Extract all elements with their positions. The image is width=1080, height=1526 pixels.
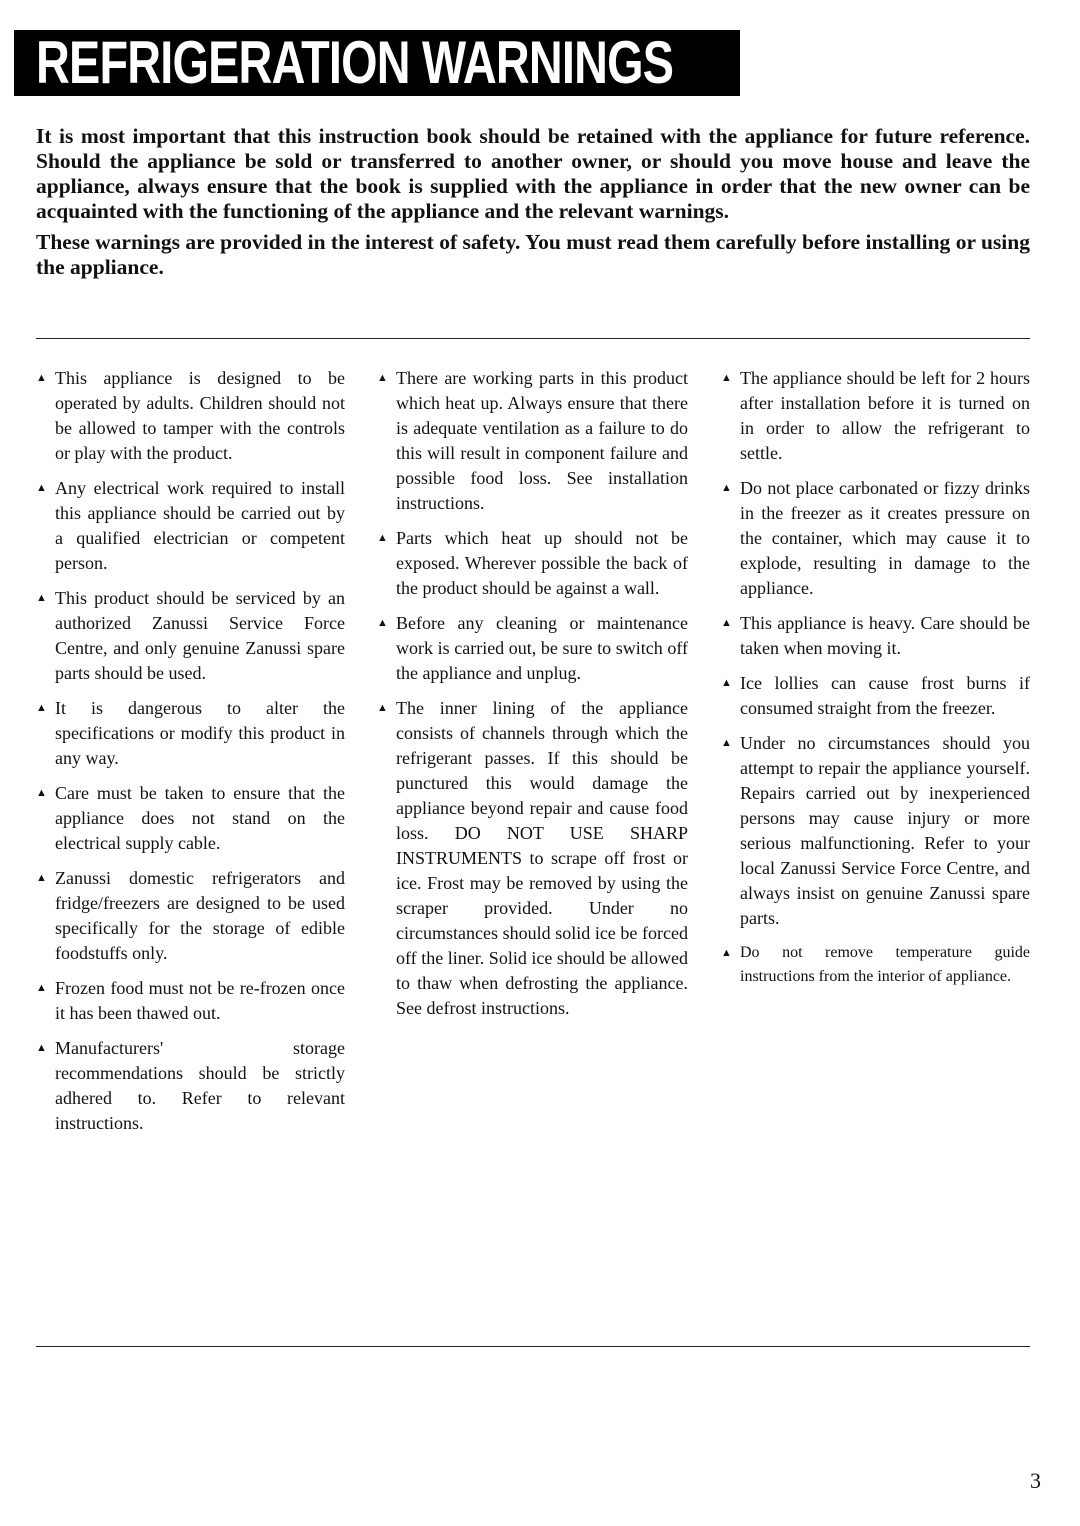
page-title-text: REFRIGERATION WARNINGS <box>36 29 674 96</box>
warning-item <box>721 731 1030 931</box>
triangle-bullet-icon: ▲ <box>36 872 47 884</box>
triangle-bullet-icon: ▲ <box>377 617 388 629</box>
warning-item <box>36 866 345 966</box>
bottom-divider <box>36 1346 1030 1347</box>
warning-text: Zanussi domestic refrigerators and fridge/freezers are designed to be used specifically for the storage of edible foodstuffs only. <box>55 868 345 963</box>
triangle-bullet-icon: ▲ <box>36 787 47 799</box>
warning-item <box>377 526 688 601</box>
warning-text: This product should be serviced by an authorized Zanussi Service Force Centre, and only genuine Zanussi spare parts should be used. <box>55 588 345 683</box>
triangle-bullet-icon: ▲ <box>36 482 47 494</box>
page-number: 3 <box>1030 1468 1041 1493</box>
warning-text: There are working parts in this product which heat up. Always ensure that there is adequate ventilation as a failure to do this will result in component failure and possible food loss. See installation instructions. <box>396 368 688 513</box>
warning-text: This appliance is heavy. Care should be taken when moving it. <box>740 613 1030 658</box>
warning-text: Ice lollies can cause frost burns if consumed straight from the freezer. <box>740 673 1030 718</box>
warning-text: The appliance should be left for 2 hours after installation before it is turned on in order to allow the refrigerant to settle. <box>740 368 1030 463</box>
page-title <box>14 30 740 96</box>
triangle-bullet-icon: ▲ <box>721 677 732 689</box>
warning-item <box>36 476 345 576</box>
warning-item <box>721 941 1030 989</box>
triangle-bullet-icon: ▲ <box>721 617 732 629</box>
warning-text: Before any cleaning or maintenance work is carried out, be sure to switch off the appliance and unplug. <box>396 613 688 683</box>
triangle-bullet-icon: ▲ <box>36 1042 47 1054</box>
warning-text: Any electrical work required to install this appliance should be carried out by a qualified electrician or competent person. <box>55 478 345 573</box>
triangle-bullet-icon: ▲ <box>721 947 732 959</box>
warning-item <box>36 696 345 771</box>
warning-item <box>377 366 688 516</box>
warning-item <box>721 671 1030 721</box>
warning-item <box>36 1036 345 1136</box>
top-divider <box>36 338 1030 339</box>
warnings-column-2 <box>377 366 688 1031</box>
warning-text: Do not place carbonated or fizzy drinks in the freezer as it creates pressure on the container, which may cause it to explode, resulting in damage to the appliance. <box>740 478 1030 598</box>
intro-paragraph: These warnings are provided in the interest of safety. You must read them carefully before installing or using the appliance. <box>36 230 1030 279</box>
warning-text: This appliance is designed to be operated by adults. Children should not be allowed to tamper with the controls or play with the product. <box>55 368 345 463</box>
warning-text: It is dangerous to alter the specifications or modify this product in any way. <box>55 698 345 768</box>
warnings-column-3 <box>721 366 1030 999</box>
warning-item <box>377 611 688 686</box>
triangle-bullet-icon: ▲ <box>36 372 47 384</box>
triangle-bullet-icon: ▲ <box>721 737 732 749</box>
warning-text: Do not remove temperature guide instructions from the interior of appliance. <box>740 944 1030 985</box>
warning-item <box>721 611 1030 661</box>
triangle-bullet-icon: ▲ <box>36 702 47 714</box>
intro-paragraph: It is most important that this instruction book should be retained with the appliance for future reference. Should the appliance be sold or transferred to another owner, or should you move house and leave the appliance, always ensure that the book is supplied with the appliance in order that the new owner can be acquainted with the functioning of the appliance and the relevant warnings. <box>36 124 1030 223</box>
triangle-bullet-icon: ▲ <box>721 482 732 494</box>
warning-text: The inner lining of the appliance consists of channels through which the refrigerant passes. If this should be punctured this would damage the appliance beyond repair and cause food loss. DO NOT USE SHARP INSTRUMENTS to scrape off frost or ice. Frost may be removed by using the scraper provided. Under no circumstances should solid ice be forced off the liner. Solid ice should be allowed to thaw when defrosting the appliance. See defrost instructions. <box>396 698 688 1018</box>
warning-text: Frozen food must not be re-frozen once it has been thawed out. <box>55 978 345 1023</box>
warning-text: Care must be taken to ensure that the appliance does not stand on the electrical supply cable. <box>55 783 345 853</box>
warning-text: Parts which heat up should not be exposed. Wherever possible the back of the product should be against a wall. <box>396 528 688 598</box>
triangle-bullet-icon: ▲ <box>377 532 388 544</box>
warning-item <box>36 976 345 1026</box>
warnings-column-1 <box>36 366 345 1146</box>
triangle-bullet-icon: ▲ <box>377 702 388 714</box>
intro <box>36 124 1030 286</box>
triangle-bullet-icon: ▲ <box>721 372 732 384</box>
warning-item <box>36 366 345 466</box>
warning-item <box>377 696 688 1021</box>
triangle-bullet-icon: ▲ <box>377 372 388 384</box>
warning-item <box>721 476 1030 601</box>
triangle-bullet-icon: ▲ <box>36 592 47 604</box>
warning-item <box>36 781 345 856</box>
warning-text: Manufacturers' storage recommendations should be strictly adhered to. Refer to relevant instructions. <box>55 1038 345 1133</box>
warning-item <box>36 586 345 686</box>
warning-item <box>721 366 1030 466</box>
warning-text: Under no circumstances should you attempt to repair the appliance yourself. Repairs carried out by inexperienced persons may cause injury or more serious malfunctioning. Refer to your local Zanussi Service Force Centre, and always insist on genuine Zanussi spare parts. <box>740 733 1030 928</box>
triangle-bullet-icon: ▲ <box>36 982 47 994</box>
